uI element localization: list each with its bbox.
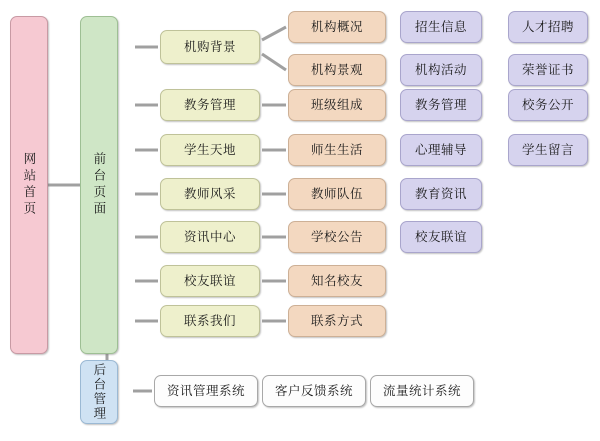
node-level4-col1-1[interactable] (400, 54, 482, 86)
node-level2-1-label: 教务管理 (183, 97, 236, 113)
node-level2-5[interactable] (160, 265, 260, 297)
node-level3-1-label: 机构景观 (310, 62, 363, 78)
node-level3-5[interactable] (288, 221, 386, 253)
node-level2-4[interactable] (160, 221, 260, 253)
node-level2-3[interactable] (160, 178, 260, 210)
node-level4-col1-0-label: 招生信息 (414, 19, 467, 35)
node-level4-col1-4[interactable] (400, 178, 482, 210)
node-level4-col2-3[interactable] (508, 134, 588, 166)
node-front-page[interactable] (80, 16, 118, 354)
node-admin-system-2[interactable] (370, 375, 474, 407)
node-level3-0-label: 机构概况 (310, 19, 363, 35)
node-level4-col1-0[interactable] (400, 11, 482, 43)
node-level3-3-label: 师生生活 (310, 142, 363, 158)
node-level4-col1-2-label: 教务管理 (414, 97, 467, 113)
node-level2-2[interactable] (160, 134, 260, 166)
node-back-admin-label: 后台管理 (91, 363, 107, 421)
node-level3-0[interactable] (288, 11, 386, 43)
node-level4-col2-0[interactable] (508, 11, 588, 43)
node-level2-2-label: 学生天地 (183, 142, 236, 158)
node-level4-col2-2-label: 校务公开 (521, 97, 574, 113)
node-level3-6-label: 知名校友 (310, 273, 363, 289)
node-back-admin[interactable] (80, 360, 118, 424)
node-level2-5-label: 校友联谊 (183, 273, 236, 289)
node-level4-col2-2[interactable] (508, 89, 588, 121)
node-root[interactable] (10, 16, 48, 354)
node-level4-col2-3-label: 学生留言 (521, 142, 574, 158)
node-level4-col1-3[interactable] (400, 134, 482, 166)
node-level3-7[interactable] (288, 305, 386, 337)
node-admin-system-1[interactable] (262, 375, 366, 407)
node-admin-system-2-label: 流量统计系统 (382, 383, 461, 399)
node-level2-6[interactable] (160, 305, 260, 337)
node-admin-system-0[interactable] (154, 375, 258, 407)
node-level4-col2-1[interactable] (508, 54, 588, 86)
node-level4-col1-4-label: 教育资讯 (414, 186, 467, 202)
node-admin-system-1-label: 客户反馈系统 (274, 383, 353, 399)
node-level4-col1-3-label: 心理辅导 (414, 142, 467, 158)
node-level4-col1-2[interactable] (400, 89, 482, 121)
node-admin-system-0-label: 资讯管理系统 (166, 383, 245, 399)
node-level2-1[interactable] (160, 89, 260, 121)
node-level2-3-label: 教师风采 (183, 186, 236, 202)
node-level3-6[interactable] (288, 265, 386, 297)
node-level2-0[interactable] (160, 30, 260, 64)
node-level3-3[interactable] (288, 134, 386, 166)
node-level4-col2-1-label: 荣誉证书 (521, 62, 574, 78)
node-level2-4-label: 资讯中心 (183, 229, 236, 245)
node-front-page-label: 前台页面 (91, 152, 107, 218)
node-level3-1[interactable] (288, 54, 386, 86)
node-level4-col1-5[interactable] (400, 221, 482, 253)
node-level3-2[interactable] (288, 89, 386, 121)
node-level4-col1-5-label: 校友联谊 (414, 229, 467, 245)
node-level3-4[interactable] (288, 178, 386, 210)
node-level3-7-label: 联系方式 (310, 313, 363, 329)
node-level3-5-label: 学校公告 (310, 229, 363, 245)
node-level3-2-label: 班级组成 (310, 97, 363, 113)
node-level2-6-label: 联系我们 (183, 313, 236, 329)
node-level3-4-label: 教师队伍 (310, 186, 363, 202)
node-level4-col1-1-label: 机构活动 (414, 62, 467, 78)
node-level2-0-label: 机购背景 (183, 39, 236, 55)
node-root-label: 网站首页 (21, 152, 37, 218)
node-level4-col2-0-label: 人才招聘 (521, 19, 574, 35)
